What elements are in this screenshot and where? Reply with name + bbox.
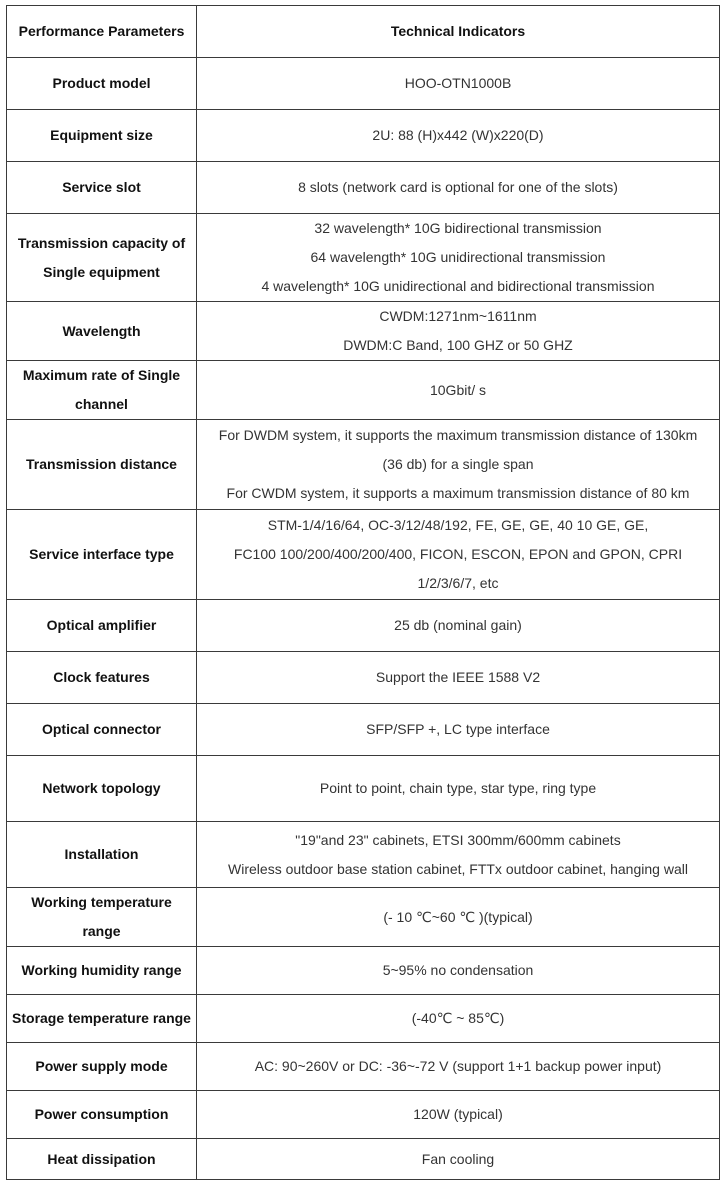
indicator-line: 1/2/3/6/7, etc	[417, 575, 499, 591]
row-indicator	[197, 1139, 720, 1180]
row-parameter: Network topology	[7, 756, 197, 822]
indicator-line: 64 wavelength* 10G unidirectional transmission	[310, 249, 606, 265]
indicator-line: 10Gbit/ s	[429, 381, 487, 398]
row-parameter: Storage temperature range	[7, 995, 197, 1043]
row-indicator	[197, 361, 720, 420]
indicator-line: SFP/SFP +, LC type interface	[366, 721, 550, 737]
table-row	[7, 162, 720, 214]
indicator-line: 8 slots (network card is optional for one of the slots)	[298, 179, 618, 195]
table-row	[7, 1043, 720, 1091]
table-row	[7, 1139, 720, 1180]
row-parameter: Maximum rate of Single channel	[7, 361, 197, 420]
indicator-line: (- 10 ℃~60 ℃ )(typical)	[383, 908, 533, 925]
row-parameter: Working temperature range	[7, 888, 197, 947]
table-row	[7, 888, 720, 947]
row-parameter: Transmission capacity of Single equipment	[7, 214, 197, 302]
table-row	[7, 600, 720, 652]
row-indicator	[197, 110, 720, 162]
indicator-line: 120W (typical)	[413, 1106, 503, 1122]
table-row	[7, 704, 720, 756]
indicator-line: 4 wavelength* 10G unidirectional and bidirectional transmission	[261, 278, 655, 294]
row-parameter: Power consumption	[7, 1091, 197, 1139]
table-row	[7, 995, 720, 1043]
table-header-row	[7, 6, 720, 58]
indicator-line: Support the IEEE 1588 V2	[375, 669, 541, 685]
row-indicator	[197, 1091, 720, 1139]
indicator-line: FC100 100/200/400/200/400, FICON, ESCON, EPON and GPON, CPRI	[233, 546, 683, 562]
indicator-line: Wireless outdoor base station cabinet, FTTx outdoor cabinet, hanging wall	[228, 860, 688, 877]
row-indicator	[197, 510, 720, 600]
indicator-line: Point to point, chain type, star type, ring type	[319, 780, 597, 796]
indicator-line: For DWDM system, it supports the maximum transmission distance of 130km	[218, 427, 698, 443]
row-indicator	[197, 162, 720, 214]
table-row	[7, 510, 720, 600]
indicator-line: Fan cooling	[421, 1150, 495, 1167]
table-row	[7, 822, 720, 888]
indicator-line: 2U: 88 (H)x442 (W)x220(D)	[372, 127, 544, 143]
row-parameter: Service interface type	[7, 510, 197, 600]
row-indicator	[197, 888, 720, 947]
row-indicator	[197, 704, 720, 756]
indicator-line: (-40℃ ~ 85℃)	[411, 1010, 505, 1026]
indicator-line: AC: 90~260V or DC: -36~-72 V (support 1+1 backup power input)	[254, 1058, 662, 1074]
table-row	[7, 361, 720, 420]
table-row	[7, 214, 720, 302]
table-row	[7, 947, 720, 995]
row-indicator	[197, 420, 720, 510]
row-parameter: Optical connector	[7, 704, 197, 756]
table-row	[7, 302, 720, 361]
row-parameter: Working humidity range	[7, 947, 197, 995]
row-parameter: Service slot	[7, 162, 197, 214]
spec-table	[6, 5, 720, 1180]
table-row	[7, 420, 720, 510]
row-indicator	[197, 1043, 720, 1091]
indicator-line: 32 wavelength* 10G bidirectional transmission	[314, 220, 602, 236]
row-parameter: Clock features	[7, 652, 197, 704]
row-indicator	[197, 302, 720, 361]
row-indicator	[197, 822, 720, 888]
row-parameter: Equipment size	[7, 110, 197, 162]
row-indicator	[197, 756, 720, 822]
row-parameter: Product model	[7, 58, 197, 110]
row-parameter: Transmission distance	[7, 420, 197, 510]
table-row	[7, 756, 720, 822]
row-indicator	[197, 995, 720, 1043]
table-row	[7, 1091, 720, 1139]
header-parameter: Performance Parameters	[7, 6, 197, 58]
spec-table-body	[7, 6, 720, 1180]
table-row	[7, 58, 720, 110]
indicator-line: "19"and 23" cabinets, ETSI 300mm/600mm cabinets	[295, 831, 621, 848]
indicator-line: DWDM:C Band, 100 GHZ or 50 GHZ	[343, 337, 573, 353]
indicator-line: For CWDM system, it supports a maximum transmission distance of 80 km	[226, 485, 690, 501]
indicator-line: STM-1/4/16/64, OC-3/12/48/192, FE, GE, GE, 40 10 GE, GE,	[267, 517, 649, 533]
header-indicator: Technical Indicators	[197, 6, 720, 58]
indicator-line: 5~95% no condensation	[382, 962, 534, 978]
row-indicator	[197, 600, 720, 652]
row-parameter: Heat dissipation	[7, 1139, 197, 1180]
indicator-line: 25 db (nominal gain)	[394, 617, 522, 633]
table-row	[7, 652, 720, 704]
row-parameter: Optical amplifier	[7, 600, 197, 652]
indicator-line: CWDM:1271nm~1611nm	[379, 308, 537, 324]
row-indicator	[197, 214, 720, 302]
row-indicator	[197, 58, 720, 110]
row-parameter: Installation	[7, 822, 197, 888]
table-row	[7, 110, 720, 162]
row-parameter: Power supply mode	[7, 1043, 197, 1091]
row-indicator	[197, 652, 720, 704]
indicator-line: (36 db) for a single span	[382, 456, 534, 472]
row-parameter: Wavelength	[7, 302, 197, 361]
indicator-line: HOO-OTN1000B	[404, 75, 512, 91]
row-indicator	[197, 947, 720, 995]
